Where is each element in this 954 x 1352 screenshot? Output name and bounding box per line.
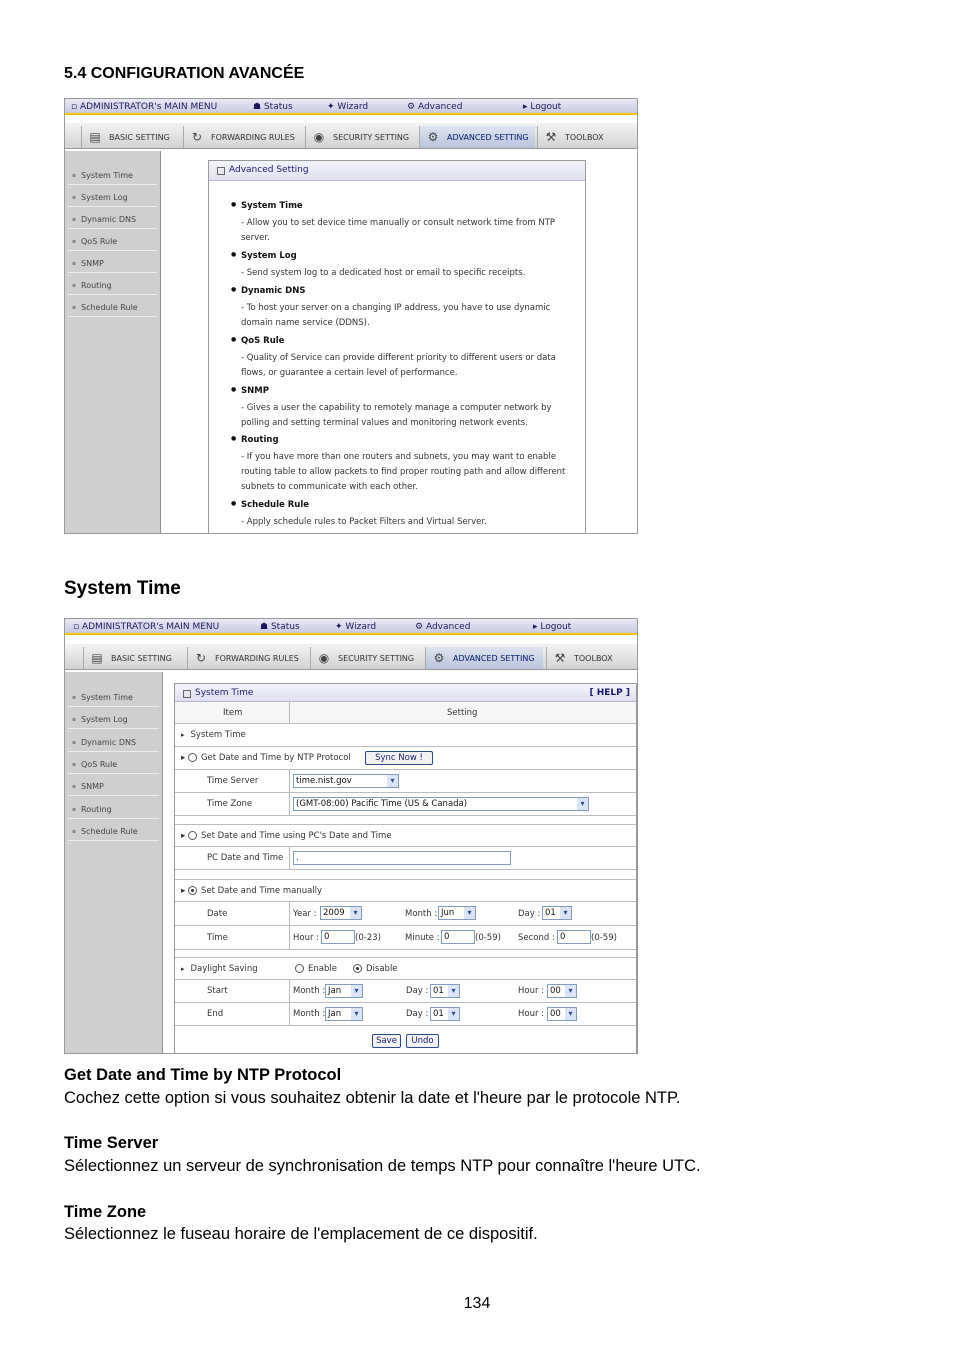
top-menu-admin[interactable]: ▫ ADMINISTRATOR's MAIN MENU <box>73 622 220 632</box>
top-menu-logout[interactable]: ▸ Logout <box>523 102 562 112</box>
book-icon: ▤ <box>89 130 101 144</box>
top-menu-bar <box>65 99 638 115</box>
row-time: Time Hour : 0 (0-23) Minute : 0 (0-59) Second : 0 (0-59) <box>175 926 636 950</box>
advanced-setting-screenshot <box>64 98 638 534</box>
tab-forwarding-rules[interactable]: ↻ FORWARDING RULES <box>183 126 301 148</box>
advanced-setting-panel <box>208 160 586 534</box>
year-select[interactable]: 2009 ▾ <box>320 906 362 920</box>
adv-item-dynamic-dns: ● Dynamic DNS - To host your server on a changing IP address, you have to use dynamic domain name service (DDNS). <box>231 286 577 331</box>
time-zone-select[interactable]: (GMT-08:00) Pacific Time (US & Canada) ▾ <box>293 797 589 811</box>
forward-icon: ↻ <box>191 130 203 144</box>
row-pc-date: PC Date and Time . <box>175 847 636 870</box>
sidebar-item-qos-rule[interactable]: ▪ QoS Rule <box>68 232 157 251</box>
desc-time-server-text: Sélectionnez un serveur de synchronisation de temps NTP pour connaître l'heure UTC. <box>64 1157 701 1175</box>
dst-end-day-select[interactable]: 01 ▾ <box>430 1007 460 1021</box>
forward-icon: ↻ <box>195 651 207 665</box>
adv-item-system-time: ● System Time - Allow you to set device time manually or consult network time from NTP server. <box>231 201 577 246</box>
top-menu-bar <box>65 619 638 635</box>
section-heading: 5.4 CONFIGURATION AVANCÉE <box>64 65 305 82</box>
tab-basic-setting[interactable]: ▤ BASIC SETTING <box>83 647 183 669</box>
save-button[interactable]: Save <box>372 1034 401 1048</box>
sidebar-item-snmp[interactable]: ▪ SNMP <box>68 254 157 273</box>
tab-advanced-setting[interactable]: ⚙ ADVANCED SETTING <box>425 647 543 669</box>
row-daylight: ▸ Daylight Saving Enable Disable <box>175 957 636 980</box>
top-menu-admin[interactable]: ▫ ADMINISTRATOR's MAIN MENU <box>71 102 218 112</box>
minute-input[interactable]: 0 <box>441 930 475 944</box>
sidebar-item-dynamic-dns[interactable]: ▪ Dynamic DNS <box>68 210 157 229</box>
advanced-icon: ⚙ <box>427 130 439 144</box>
help-link[interactable]: [ HELP ] <box>589 688 630 698</box>
tab-toolbox[interactable]: ⚒ TOOLBOX <box>537 126 613 148</box>
system-time-heading: System Time <box>64 578 181 599</box>
row-dst-start: Start Month : Jan ▾ Day : 01 ▾ Hour : 00 ▾ <box>175 980 636 1003</box>
page-number: 134 <box>463 1295 491 1312</box>
second-input[interactable]: 0 <box>557 930 591 944</box>
status-icon: ☗ <box>253 102 262 112</box>
sync-now-button[interactable]: Sync Now ! <box>365 751 433 765</box>
row-manual: ▸ Set Date and Time manually <box>175 879 636 902</box>
sidebar <box>65 672 163 1054</box>
desc-time-server-title: Time Server <box>64 1134 159 1152</box>
shield-icon: ◉ <box>318 651 330 665</box>
sidebar-item-dynamic-dns[interactable]: ▪ Dynamic DNS <box>68 733 159 752</box>
desc-time-zone-title: Time Zone <box>64 1203 147 1221</box>
panel-title: System Time [ HELP ] <box>175 684 636 702</box>
top-menu-logout[interactable]: ▸ Logout <box>533 622 572 632</box>
adv-item-schedule-rule: ● Schedule Rule - Apply schedule rules to Packet Filters and Virtual Server. <box>231 500 577 530</box>
sidebar-item-routing[interactable]: ▪ Routing <box>68 800 159 819</box>
advanced-icon: ⚙ <box>415 622 424 632</box>
manual-radio[interactable] <box>188 886 197 895</box>
book-icon: ▤ <box>91 651 103 665</box>
top-menu-advanced[interactable]: ⚙ Advanced <box>407 102 463 112</box>
table-header: Item Setting <box>175 702 636 724</box>
day-select[interactable]: 01 ▾ <box>542 906 572 920</box>
sidebar-item-system-log[interactable]: ▪ System Log <box>68 188 157 207</box>
toolbox-icon: ⚒ <box>554 651 566 665</box>
row-time-server: Time Server time.nist.gov ▾ <box>175 770 636 793</box>
tab-bar <box>65 123 638 149</box>
sidebar-item-qos-rule[interactable]: ▪ QoS Rule <box>68 755 159 774</box>
dst-end-hour-select[interactable]: 00 ▾ <box>547 1007 577 1021</box>
dst-end-month-select[interactable]: Jan ▾ <box>325 1007 363 1021</box>
tab-security-setting[interactable]: ◉ SECURITY SETTING <box>305 126 415 148</box>
top-menu-advanced[interactable]: ⚙ Advanced <box>415 622 471 632</box>
dst-start-hour-select[interactable]: 00 ▾ <box>547 984 577 998</box>
sidebar-item-routing[interactable]: ▪ Routing <box>68 276 157 295</box>
tab-forwarding-rules[interactable]: ↻ FORWARDING RULES <box>187 647 307 669</box>
panel-title: Advanced Setting <box>209 161 585 181</box>
hour-input[interactable]: 0 <box>321 930 355 944</box>
advanced-icon: ⚙ <box>433 651 445 665</box>
month-select[interactable]: Jun ▾ <box>438 906 476 920</box>
ntp-radio[interactable] <box>188 753 197 762</box>
sidebar-item-snmp[interactable]: ▪ SNMP <box>68 777 159 796</box>
adv-item-snmp: ● SNMP - Gives a user the capability to remotely manage a computer network by polling and setting terminal values and monitoring network events. <box>231 386 577 431</box>
top-menu-wizard[interactable]: ✦ Wizard <box>335 622 377 632</box>
wizard-icon: ✦ <box>335 622 343 632</box>
sidebar-item-system-time[interactable]: ▪ System Time <box>68 166 157 185</box>
tab-bar <box>65 644 638 670</box>
tab-advanced-setting[interactable]: ⚙ ADVANCED SETTING <box>419 126 535 148</box>
dst-disable-radio[interactable] <box>353 964 362 973</box>
shield-icon: ◉ <box>313 130 325 144</box>
desc-time-zone-text: Sélectionnez le fuseau horaire de l'emplacement de ce dispositif. <box>64 1225 538 1243</box>
tab-basic-setting[interactable]: ▤ BASIC SETTING <box>81 126 179 148</box>
adv-item-qos-rule: ● QoS Rule - Quality of Service can provide different priority to different users or data flows, or guarantee a certain level of performance. <box>231 336 577 381</box>
row-system-time: ▸ System Time <box>175 724 636 747</box>
status-icon: ☗ <box>260 622 269 632</box>
system-time-screenshot <box>64 618 638 1054</box>
tab-toolbox[interactable]: ⚒ TOOLBOX <box>546 647 622 669</box>
adv-item-system-log: ● System Log - Send system log to a dedicated host or email to specific receipts. <box>231 251 577 281</box>
row-pc-time: ▸ Set Date and Time using PC's Date and Time <box>175 824 636 847</box>
top-menu-status[interactable]: ☗ Status <box>260 622 300 632</box>
sidebar <box>65 151 161 534</box>
row-date: Date Year : 2009 ▾ Month : Jun ▾ Day : 01 ▾ <box>175 902 636 926</box>
system-time-panel <box>174 683 637 1054</box>
pc-time-radio[interactable] <box>188 831 197 840</box>
advanced-icon: ⚙ <box>407 102 416 112</box>
sidebar-item-schedule-rule[interactable]: ▪ Schedule Rule <box>68 298 157 317</box>
dst-start-month-select[interactable]: Jan ▾ <box>325 984 363 998</box>
dst-start-day-select[interactable]: 01 ▾ <box>430 984 460 998</box>
sidebar-item-system-log[interactable]: ▪ System Log <box>68 710 159 729</box>
sidebar-item-system-time[interactable]: ▪ System Time <box>68 688 159 707</box>
adv-item-routing: ● Routing - If you have more than one routers and subnets, you may want to enable routing table to allow packets to find proper routing path and allow different subnets to communicate with each other. <box>231 435 577 495</box>
row-ntp: ▸ Get Date and Time by NTP Protocol Sync Now ! <box>175 747 636 770</box>
desc-ntp-title: Get Date and Time by NTP Protocol <box>64 1066 342 1084</box>
dst-enable-radio[interactable] <box>295 964 304 973</box>
wizard-icon: ✦ <box>327 102 335 112</box>
desc-ntp-text: Cochez cette option si vous souhaitez obtenir la date et l'heure par le protocole NTP. <box>64 1089 681 1107</box>
sidebar-item-schedule-rule[interactable]: ▪ Schedule Rule <box>68 822 159 841</box>
row-time-zone: Time Zone (GMT-08:00) Pacific Time (US & Canada) ▾ <box>175 793 636 816</box>
row-dst-end: End Month : Jan ▾ Day : 01 ▾ Hour : 00 ▾ <box>175 1003 636 1026</box>
undo-button[interactable]: Undo <box>406 1034 439 1048</box>
tab-security-setting[interactable]: ◉ SECURITY SETTING <box>310 647 422 669</box>
top-menu-status[interactable]: ☗ Status <box>253 102 293 112</box>
top-menu-wizard[interactable]: ✦ Wizard <box>327 102 369 112</box>
pc-date-field[interactable]: . <box>293 851 511 865</box>
toolbox-icon: ⚒ <box>545 130 557 144</box>
time-server-select[interactable]: time.nist.gov ▾ <box>293 774 399 788</box>
